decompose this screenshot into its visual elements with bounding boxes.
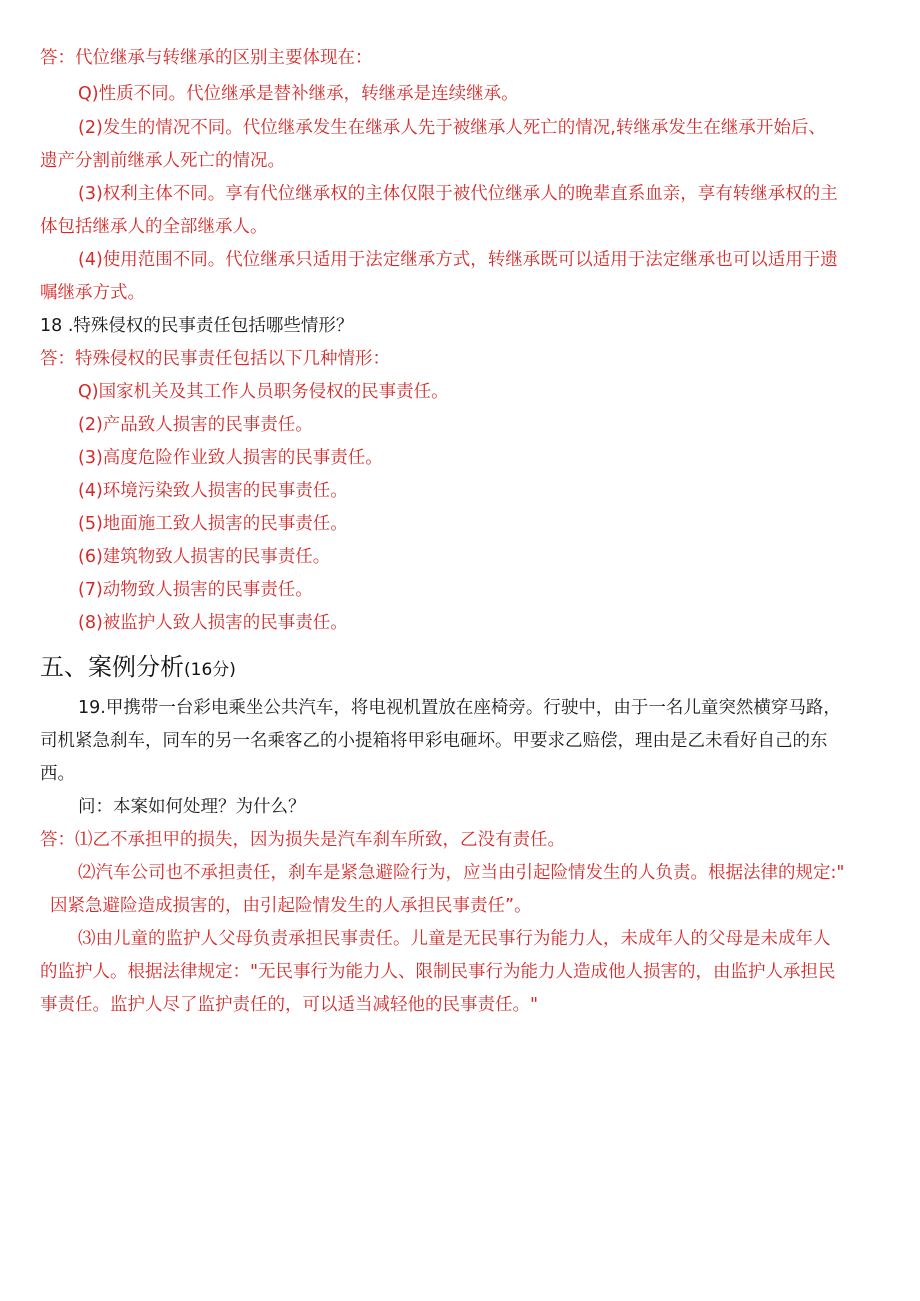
- answer-17-point-3-line-2: 体包括继承人的全部继承人。: [40, 217, 268, 237]
- question-19-line-2: 司机紧急刹车，同车的另一名乘客乙的小提箱将甲彩电砸坏。甲要求乙赔偿，理由是乙未看好自己的东: [40, 731, 828, 751]
- answer-19-point-3-line-3: 事责任。监护人尽了监护责任的，可以适当减轻他的民事责任。": [40, 995, 539, 1015]
- answer-17-point-4-line-1: (4)使用范围不同。代位继承只适用于法定继承方式，转继承既可以适用于法定继承也可以适用于遗: [78, 250, 838, 270]
- answer-18-item: (5)地面施工致人损害的民事责任。: [78, 514, 348, 534]
- question-19-ask: 问：本案如何处理？为什么？: [78, 797, 306, 817]
- answer-18-item: (8)被监护人致人损害的民事责任。: [78, 613, 348, 633]
- answer-18-item: Q)国家机关及其工作人员职务侵权的民事责任。: [78, 382, 449, 402]
- answer-19-point-3-line-1: ⑶由儿童的监护人父母负责承担民事责任。儿童是无民事行为能力人，未成年人的父母是未成年人: [78, 929, 831, 949]
- answer-19-point-3-line-2: 的监护人。根据法律规定："无民事行为能力人、限制民事行为能力人造成他人损害的，由监护人承担民: [40, 962, 836, 982]
- answer-17-point-1: Q)性质不同。代位继承是替补继承，转继承是连续继承。: [78, 84, 519, 104]
- answer-19-point-2-line-1: ⑵汽车公司也不承担责任，刹车是紧急避险行为，应当由引起险情发生的人负责。根据法律的规定:": [78, 863, 845, 883]
- answer-17-point-4-line-2: 嘱继承方式。: [40, 283, 145, 303]
- section-title: 五、案例分析: [40, 653, 184, 681]
- answer-18-item: (4)环境污染致人损害的民事责任。: [78, 481, 348, 501]
- answer-19-point-2-line-2: 因紧急避险造成损害的，由引起险情发生的人承担民事责任”。: [50, 896, 532, 916]
- answer-19-point-1: 答：⑴乙不承担甲的损失，因为损失是汽车刹车所致，乙没有责任。: [40, 830, 565, 850]
- question-19-line-1: 19.甲携带一台彩电乘坐公共汽车，将电视机置放在座椅旁。行驶中，由于一名儿童突然横穿马路，: [78, 698, 841, 718]
- section-score: (16分): [184, 660, 236, 680]
- answer-17-point-2-line-1: (2)发生的情况不同。代位继承发生在继承人先于被继承人死亡的情况,转继承发生在继承开始后、: [78, 118, 826, 138]
- section-heading: [40, 652, 236, 685]
- answer-18-item: (6)建筑物致人损害的民事责任。: [78, 547, 331, 567]
- question-18: 18 .特殊侵权的民事责任包括哪些情形？: [40, 316, 354, 336]
- answer-18-intro: 答：特殊侵权的民事责任包括以下几种情形：: [40, 349, 390, 369]
- answer-17-intro: 答：代位继承与转继承的区别主要体现在：: [40, 48, 373, 68]
- answer-17-point-2-line-2: 遗产分割前继承人死亡的情况。: [40, 151, 285, 171]
- answer-18-item: (2)产品致人损害的民事责任。: [78, 415, 313, 435]
- answer-18-item: (7)动物致人损害的民事责任。: [78, 580, 313, 600]
- answer-18-item: (3)高度危险作业致人损害的民事责任。: [78, 448, 383, 468]
- question-19-line-3: 西。: [40, 764, 75, 784]
- answer-17-point-3-line-1: (3)权利主体不同。享有代位继承权的主体仅限于被代位继承人的晚辈直系血亲，享有转继承权的主: [78, 184, 838, 204]
